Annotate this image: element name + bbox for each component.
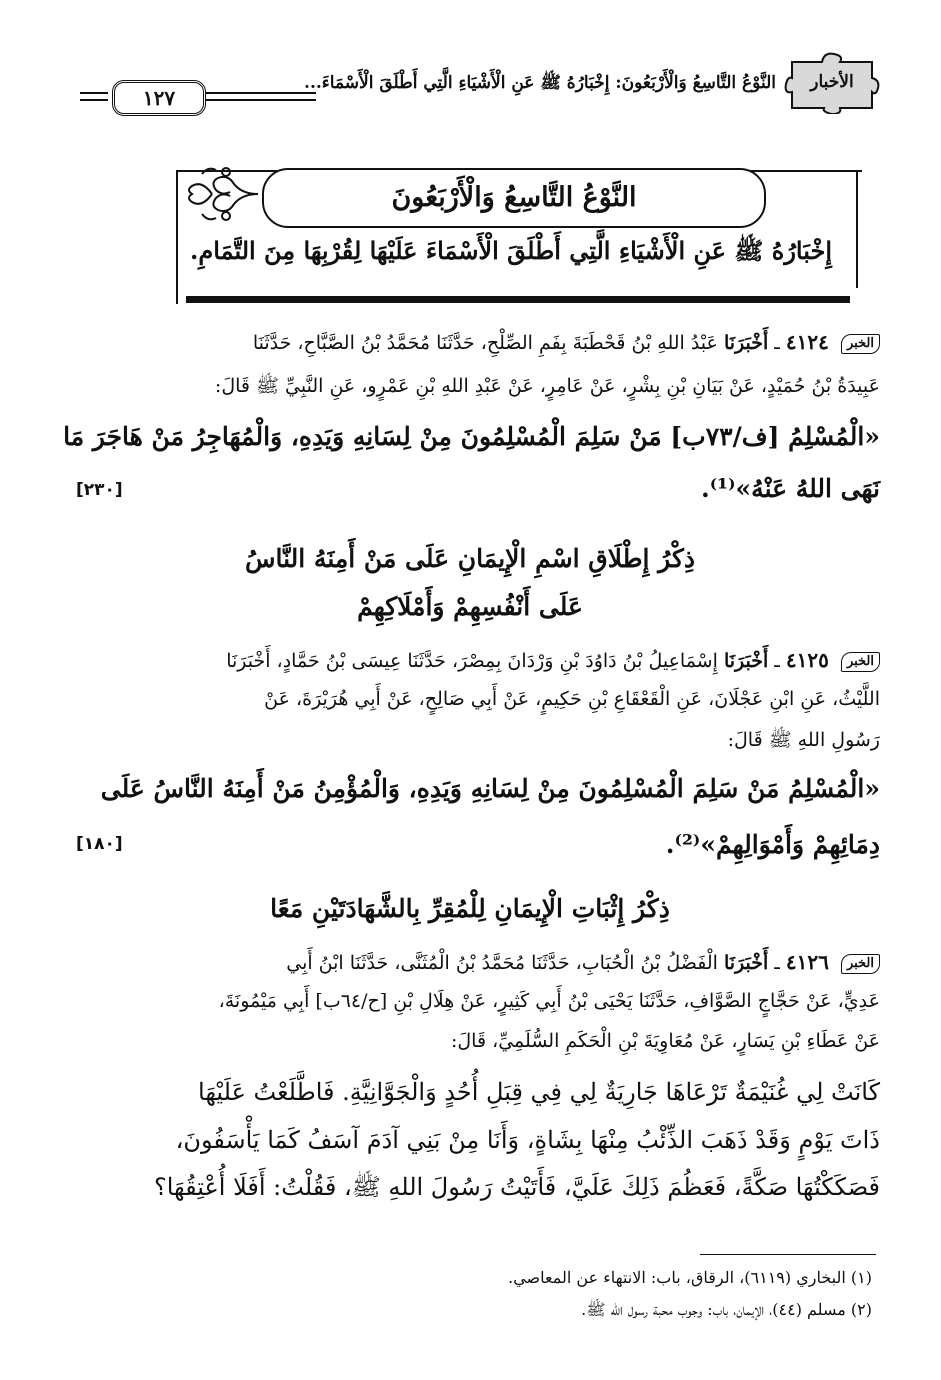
- isnad-text: إِسْمَاعِيلُ بْنُ دَاوُدَ بْنِ وَرْدَانَ بِمِصْرَ، حَدَّثَنَا عِيسَى بْنُ حَمَّادٍ، أَخْبَرَنَا: [226, 650, 718, 672]
- header-rule-divider: [80, 92, 108, 101]
- hadith-4126: [60, 950, 880, 1210]
- section-heading: عَلَى أَنْفُسِهِمْ وَأَمْلَاكِهِمْ: [357, 592, 583, 621]
- matn-line: «الْمُسْلِمُ مَنْ سَلِمَ الْمُسْلِمُونَ مِنْ لِسَانِهِ وَيَدِهِ، وَالْمُؤْمِنُ مَنْ أَمِنَهُ النَّاسُ عَلَى: [100, 774, 880, 803]
- isnad-lead-word: أَخْبَرَنَا: [723, 952, 769, 974]
- reference-number: [٢٣٠]: [76, 480, 123, 500]
- section-heading: ذِكْرُ إِطْلَاقِ اسْمِ الْإِيمَانِ عَلَى مَنْ أَمِنَهُ النَّاسُ: [244, 544, 695, 573]
- hadith-number: ٤١٢٥: [785, 648, 829, 672]
- isnad-text: عَبْدُ اللهِ بْنُ قَحْطَبَةَ بِفَمِ الصِّلْحِ، حَدَّثَنَا مُحَمَّدُ بْنُ الصَّبَّاحِ، حَدَّثَنَا: [252, 332, 718, 354]
- header-rule-divider: [206, 92, 316, 101]
- isnad-line: عَبِيدَةُ بْنُ حُمَيْدٍ، عَنْ بَيَانِ بْنِ بِشْرٍ، عَنْ عَامِرٍ، عَنْ عَبْدِ اللهِ بْنِ عَمْرٍو، عَنِ النَّبِيِّ ﷺ قَالَ:: [214, 375, 880, 397]
- isnad-line: الخبر ٤١٢٦ ـ أَخْبَرَنَا الْفَضْلُ بْنُ الْحُبَابِ، حَدَّثَنَا مُحَمَّدُ بْنُ الْمُثَنَّى، حَدَّثَنَا ابْنُ أَبِي: [60, 950, 880, 974]
- reference-number: [١٨٠]: [76, 834, 123, 854]
- chapter-frame-edge: [856, 170, 858, 288]
- matn-line: دِمَائِهِمْ وَأَمْوَالِهِمْ»⁽²⁾.: [665, 830, 880, 859]
- isnad-lead-word: أَخْبَرَنَا: [723, 332, 769, 354]
- hadith-4125: [60, 648, 880, 878]
- narrative-line: فَصَكَكْتُهَا صَكَّةً، فَعَظُمَ ذَلِكَ عَلَيَّ، فَأَتَيْتُ رَسُولَ اللهِ ﷺ، فَقُلْتُ: أَفَلَا أُعْتِقُهَا؟: [153, 1173, 880, 1201]
- isnad-lead-word: أَخْبَرَنَا: [723, 650, 769, 672]
- isnad-line: عَنْ عَطَاءِ بْنِ يَسَارٍ، عَنْ مُعَاوِيَةَ بْنِ الْحَكَمِ السُّلَمِيِّ، قَالَ:: [450, 1030, 880, 1052]
- header-logo-text: الأخبار: [810, 72, 854, 92]
- isnad-line: الخبر ٤١٢٥ ـ أَخْبَرَنَا إِسْمَاعِيلُ بْنُ دَاوُدَ بْنِ وَرْدَانَ بِمِصْرَ، حَدَّثَنَا عِيسَى بْنُ حَمَّادٍ، أَخْبَرَنَا: [60, 648, 880, 672]
- isnad-line: عَدِيٍّ، عَنْ حَجَّاجٍ الصَّوَّافِ، حَدَّثَنَا يَحْيَى بْنُ أَبِي كَثِيرٍ، عَنْ هِلَالِ بْنِ [ح/٦٤ب] أَبِي مَيْمُونَةَ،: [218, 990, 880, 1012]
- chapter-divider-bar: [186, 296, 850, 303]
- chapter-title: النَّوْعُ التَّاسِعُ وَالْأَرْبَعُونَ: [262, 168, 766, 228]
- floral-ornament-icon: [182, 160, 262, 228]
- running-title: النَّوْعُ التَّاسِعُ وَالْأَرْبَعُونَ: إِخْبَارُهُ ﷺ عَنِ الْأَشْيَاءِ الَّتِي أَطْلَقَ الْأَسْمَاءَ...: [304, 73, 776, 93]
- hadith-number: ٤١٢٤: [785, 330, 829, 354]
- footnote-divider: [700, 1254, 876, 1255]
- hadith-4124: [60, 330, 880, 530]
- narrative-line: كَانَتْ لِي غُنَيْمَةٌ تَرْعَاهَا جَارِيَةٌ لِي فِي قِبَلِ أُحُدٍ وَالْجَوَّانِيَّةِ. فَاطَّلَعْتُ عَلَيْهَا: [198, 1078, 880, 1106]
- isnad-text: الْفَضْلُ بْنُ الْحُبَابِ، حَدَّثَنَا مُحَمَّدُ بْنُ الْمُثَنَّى، حَدَّثَنَا ابْنُ أَبِي: [286, 952, 718, 974]
- matn-line: نَهَى اللهُ عَنْهُ»⁽¹⁾.: [700, 474, 880, 503]
- isnad-line: رَسُولِ اللهِ ﷺ قَالَ:: [727, 729, 880, 751]
- narrative-line: ذَاتَ يَوْمٍ وَقَدْ ذَهَبَ الذِّئْبُ مِنْهَا بِشَاةٍ، وَأَنَا مِنْ بَنِي آدَمَ آسَفُ كَمَا يَأْسَفُونَ،: [175, 1126, 880, 1154]
- hadith-number: ٤١٢٦: [785, 950, 829, 974]
- section-heading: ذِكْرُ إِثْبَاتِ الْإِيمَانِ لِلْمُقِرِّ بِالشَّهَادَتَيْنِ مَعًا: [270, 894, 670, 923]
- khabar-badge-icon: الخبر: [841, 334, 880, 354]
- footnote: (١) البخاري (٦١١٩)، الرقاق، باب: الانتهاء عن المعاصي.: [508, 1268, 872, 1287]
- page-number: ١٢٧: [112, 80, 206, 116]
- matn-line: «الْمُسْلِمُ [ف/٧٣ب] مَنْ سَلِمَ الْمُسْلِمُونَ مِنْ لِسَانِهِ وَيَدِهِ، وَالْمُهَاجِرُ مَنْ هَاجَرَ مَا: [63, 422, 880, 451]
- khabar-badge-icon: الخبر: [841, 954, 880, 974]
- running-header: [60, 52, 880, 116]
- chapter-subtitle: إِخْبَارُهُ ﷺ عَنِ الْأَشْيَاءِ الَّتِي أَطْلَقَ الْأَسْمَاءَ عَلَيْهَا لِقُرْبِهَا مِنَ التَّمَامِ.: [190, 236, 832, 265]
- khabar-badge-icon: الخبر: [841, 652, 880, 672]
- footnote: (٢) مسلم (٤٤)، الإيمان، باب: وجوب محبة رسول الله ﷺ.: [581, 1300, 872, 1319]
- isnad-line: الخبر ٤١٢٤ ـ أَخْبَرَنَا عَبْدُ اللهِ بْنُ قَحْطَبَةَ بِفَمِ الصِّلْحِ، حَدَّثَنَا مُحَمَّدُ بْنُ الصَّبَّاحِ، حَدَّثَنَا: [60, 330, 880, 354]
- isnad-line: اللَّيْثُ، عَنِ ابْنِ عَجْلَانَ، عَنِ الْقَعْقَاعِ بْنِ حَكِيمٍ، عَنْ أَبِي صَالِحٍ، عَنْ أَبِي هُرَيْرَةَ، عَنْ: [264, 688, 880, 710]
